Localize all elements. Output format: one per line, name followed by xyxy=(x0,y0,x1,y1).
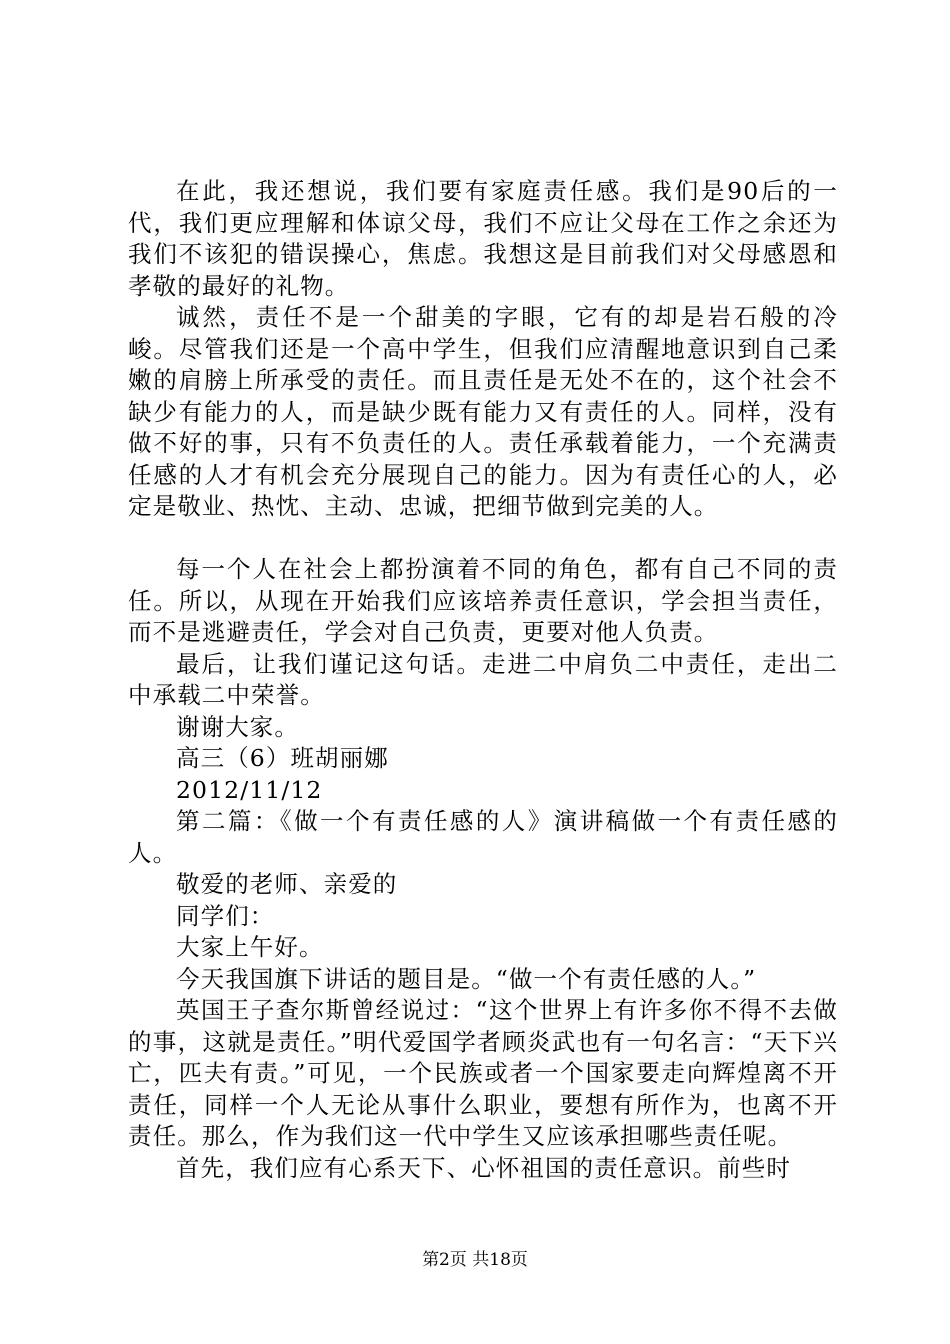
paragraph: 英国王子查尔斯曾经说过：“这个世界上有许多你不得不去做的事，这就是责任。”明代爱国学者顾炎武也有一句名言：“天下兴亡，匹夫有责。”可见，一个民族或者一个国家要走向辉煌离不开责任，同样一个人无论从事什么职业，要想有所作为，也离不开责任。那么，作为我们这一代中学生又应该承担哪些责任呢。 xyxy=(128,996,838,1150)
paragraph: 在此，我还想说，我们要有家庭责任感。我们是90后的一代，我们更应理解和体谅父母，我们不应让父母在工作之余还为我们不该犯的错误操心，焦虑。我想这是目前我们对父母感恩和孝敬的最好的礼物。 xyxy=(128,177,838,300)
body-text xyxy=(128,176,838,1184)
date-line: 2012/11/12 xyxy=(176,775,323,804)
paragraph: 首先，我们应有心系天下、心怀祖国的责任意识。前些时 xyxy=(176,1153,791,1182)
page-footer: 第2页 共18页 xyxy=(422,1250,528,1270)
paragraph: 同学们： xyxy=(176,901,275,930)
paragraph-gap xyxy=(128,523,838,555)
section-heading: 第二篇：《做一个有责任感的人》演讲稿做一个有责任感的人。 xyxy=(128,807,838,867)
paragraph: 最后，让我们谨记这句话。走进二中肩负二中责任，走出二中承载二中荣誉。 xyxy=(128,649,838,709)
paragraph: 谢谢大家。 xyxy=(176,712,299,741)
paragraph: 大家上午好。 xyxy=(176,933,324,961)
signature-line: 高三（6）班胡丽娜 xyxy=(176,744,389,772)
paragraph: 诚然，责任不是一个甜美的字眼，它有的却是岩石般的冷峻。尽管我们还是一个高中学生，但我们应清醒地意识到自己柔嫩的肩膀上所承受的责任。而且责任是无处不在的，这个社会不缺少有能力的人，而是缺少既有能力又有责任的人。同样，没有做不好的事，只有不负责任的人。责任承载着能力，一个充满责任感的人才有机会充分展现自己的能力。因为有责任心的人，必定是敬业、热忱、主动、忠诚，把细节做到完美的人。 xyxy=(128,303,838,520)
paragraph: 今天我国旗下讲话的题目是。“做一个有责任感的人。” xyxy=(176,964,757,993)
paragraph: 每一个人在社会上都扮演着不同的角色，都有自己不同的责任。所以，从现在开始我们应该培养责任意识，学会担当责任，而不是逃避责任，学会对自己负责，更要对他人负责。 xyxy=(128,555,838,646)
paragraph: 敬爱的老师、亲爱的 xyxy=(176,870,398,898)
